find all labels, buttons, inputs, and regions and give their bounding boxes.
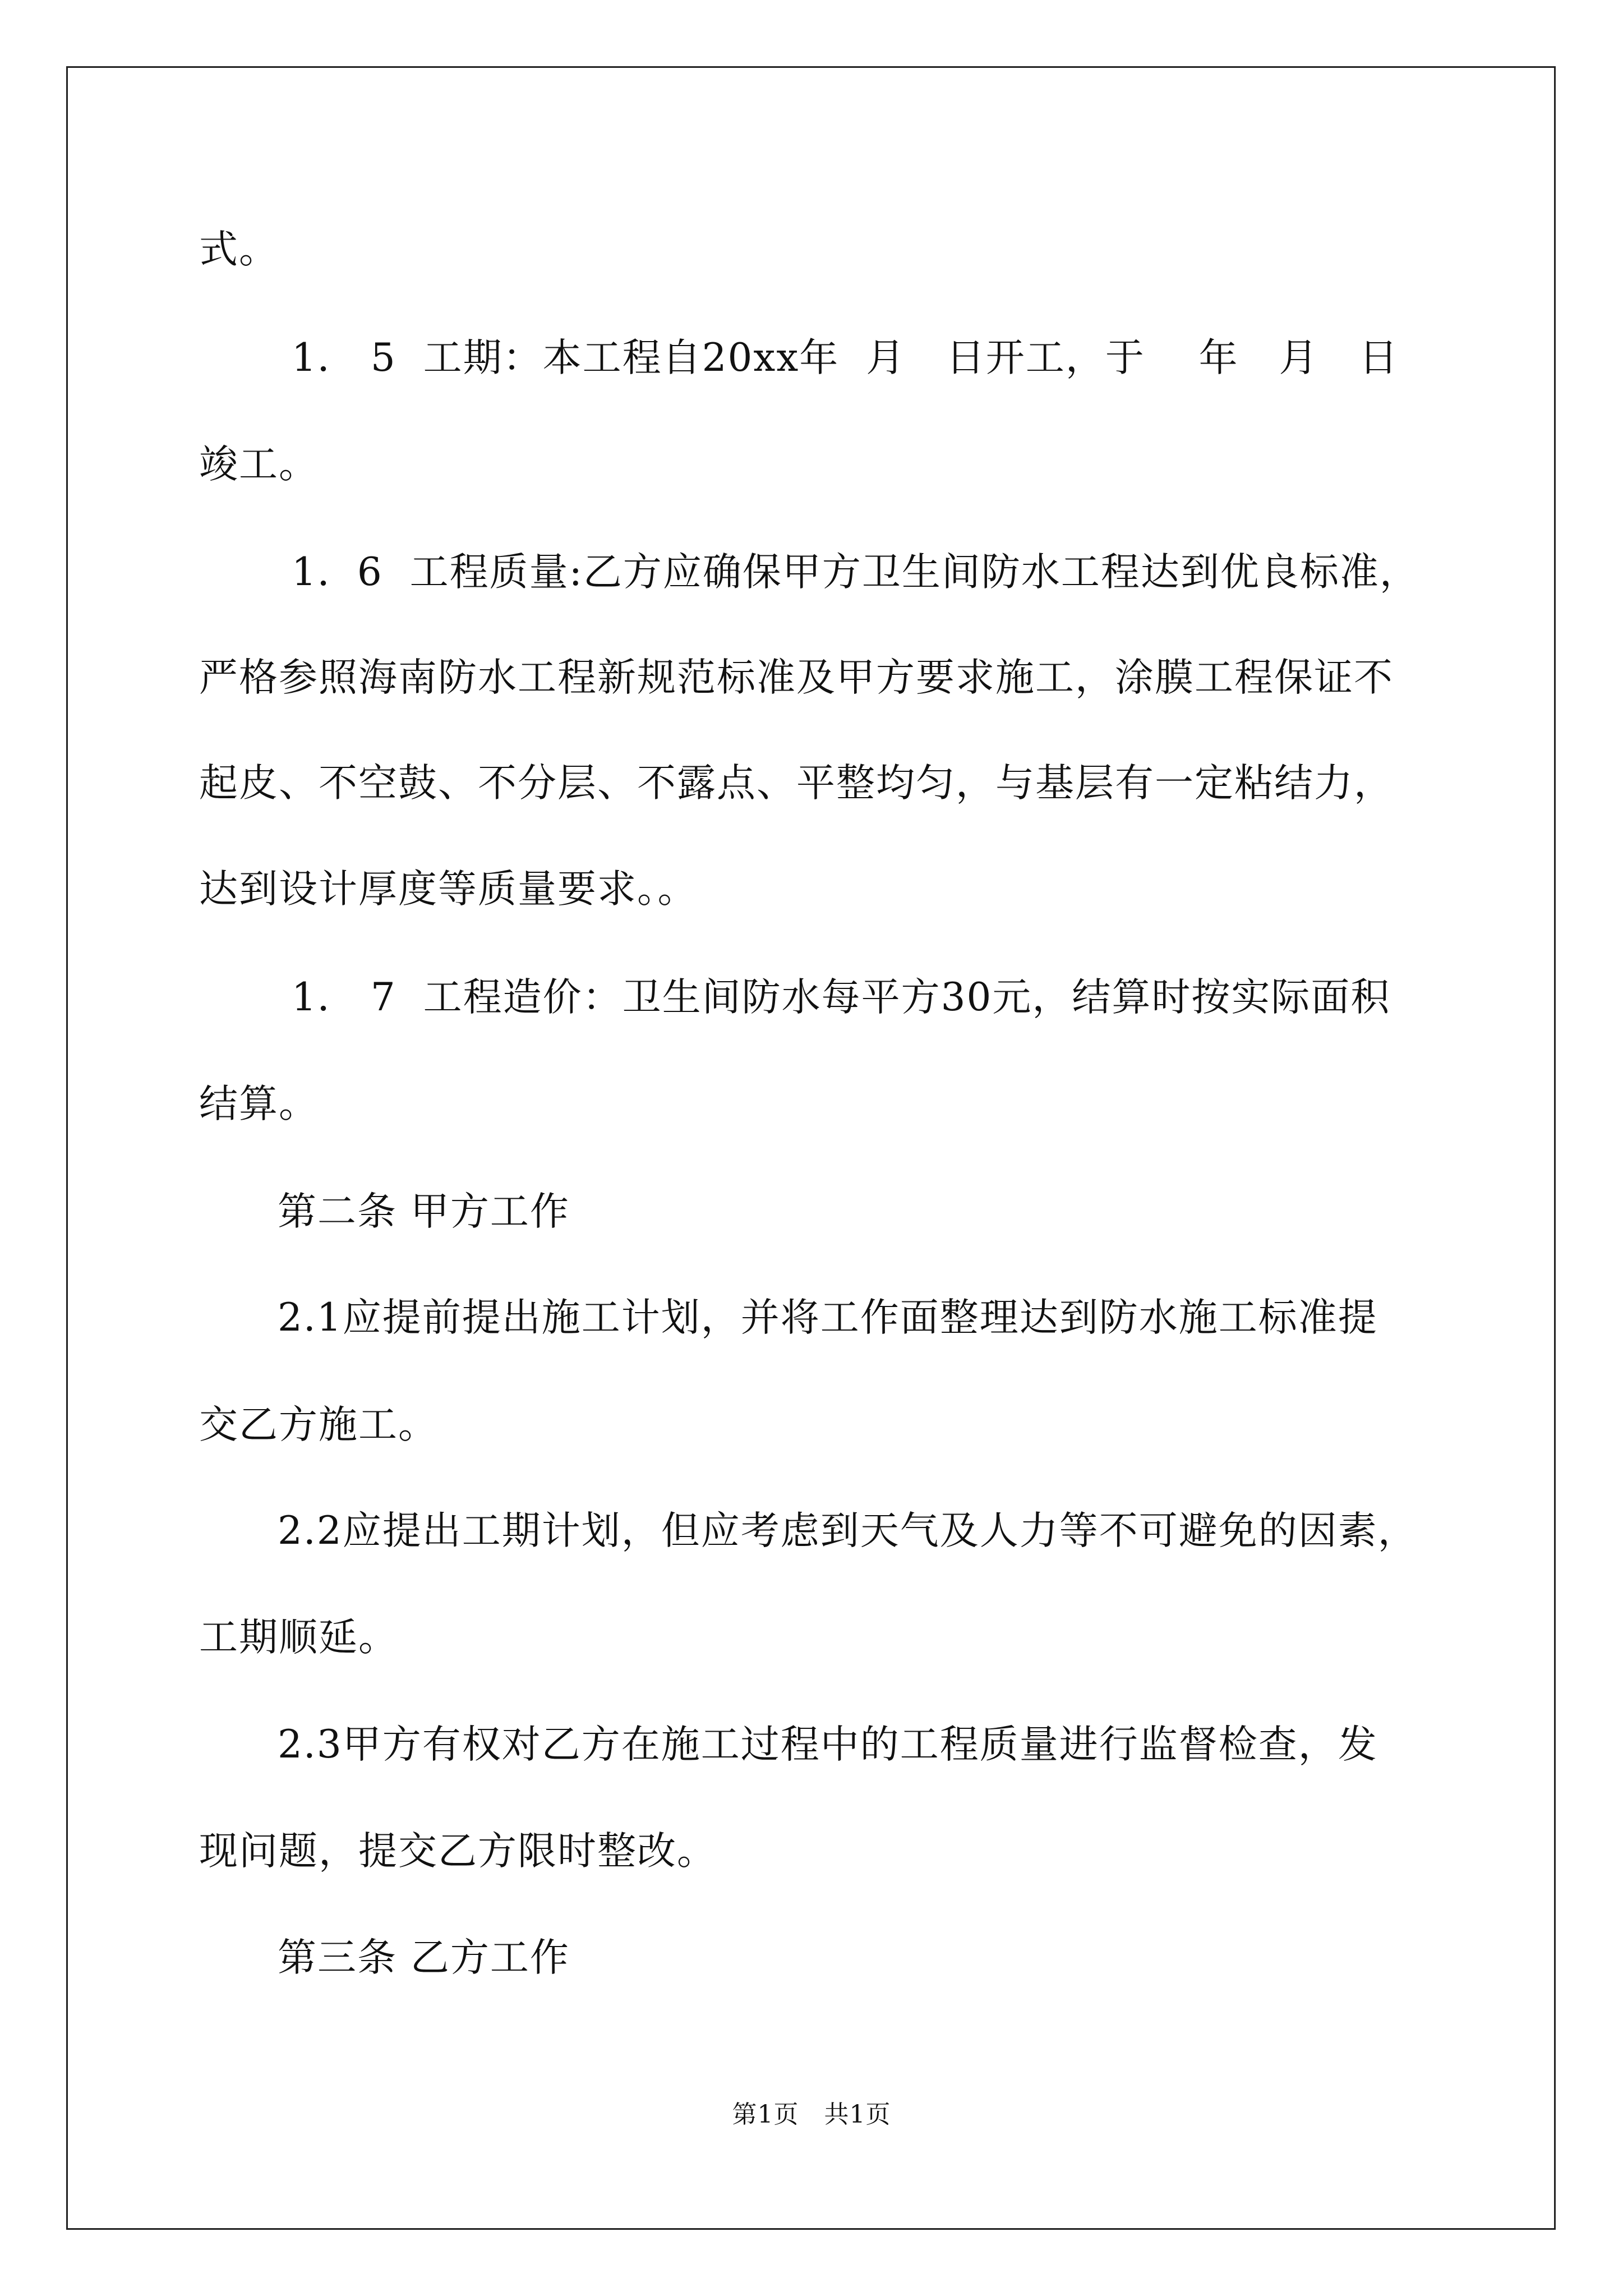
text-line: 结算。 <box>199 1082 319 1126</box>
section-heading: 第三条 乙方工作 <box>278 1935 570 1980</box>
text-line: 起皮、不空鼓、不分层、不露点、平整均匀，与基层有一定粘结力， <box>199 761 1394 806</box>
page-number-footer: 第1页 共1页 <box>732 2100 891 2129</box>
text-line: 式。 <box>199 227 279 272</box>
text-line: 交乙方施工。 <box>199 1402 438 1447</box>
text-line: 1． 5 工期：本工程自20xx年 月 日开工，于 年 月 日 <box>292 335 1399 380</box>
page-border <box>66 66 1556 2230</box>
text-line: 严格参照海南防水工程新规范标准及甲方要求施工，涂膜工程保证不 <box>199 655 1394 700</box>
text-line: 2.3甲方有权对乙方在施工过程中的工程质量进行监督检查，发 <box>278 1722 1378 1767</box>
text-line: 2.1应提前提出施工计划，并将工作面整理达到防水施工标准提 <box>278 1295 1378 1340</box>
text-line: 2.2应提出工期计划，但应考虑到天气及人力等不可避免的因素， <box>278 1508 1418 1553</box>
text-line: 1．6 工程质量:乙方应确保甲方卫生间防水工程达到优良标准， <box>292 550 1419 595</box>
text-line: 竣工。 <box>199 442 319 487</box>
text-line: 现问题，提交乙方限时整改。 <box>199 1829 717 1874</box>
text-line: 达到设计厚度等质量要求。。 <box>199 867 698 912</box>
text-line: 工期顺延。 <box>199 1615 398 1660</box>
text-line: 1． 7 工程造价：卫生间防水每平方30元，结算时按实际面积 <box>292 975 1391 1020</box>
section-heading: 第二条 甲方工作 <box>278 1189 570 1234</box>
